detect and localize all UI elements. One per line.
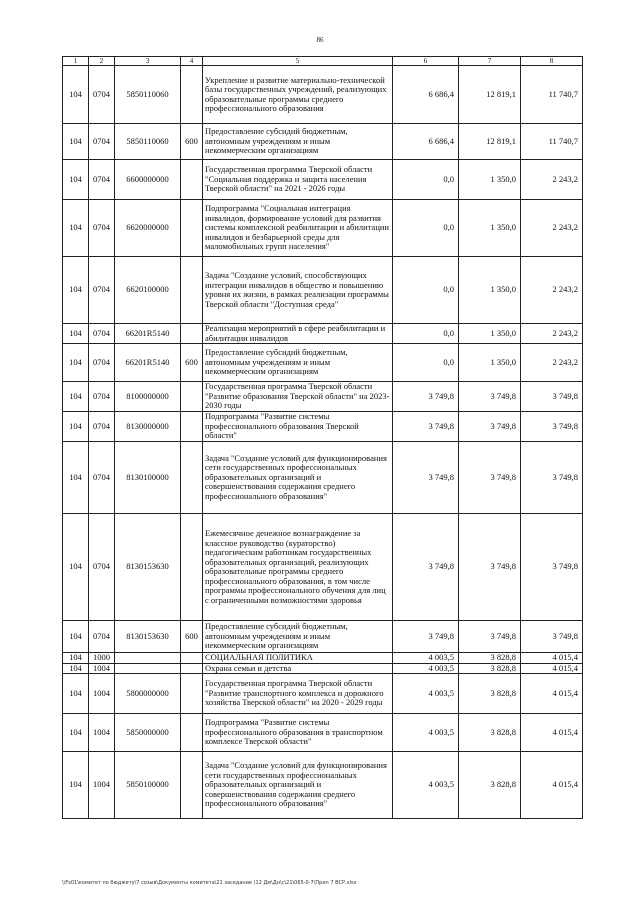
row-value-col8: 2 243,2 [521,344,583,382]
row-value-col8: 2 243,2 [521,200,583,257]
row-expense-type [181,412,203,442]
row-expense-type [181,714,203,752]
row-value-col8: 4 015,4 [521,674,583,714]
column-header: 1 [63,57,89,66]
row-expense-type: 600 [181,621,203,653]
column-number-row [63,57,583,66]
row-target-code: 5850100000 [115,752,181,819]
table-row [63,514,583,621]
row-target-code: 66201R5140 [115,344,181,382]
row-value-col7: 12 819,1 [459,124,521,160]
row-description: Охрана семьи и детства [203,663,393,674]
row-value-col6: 4 003,5 [393,653,459,664]
row-value-col7: 3 828,8 [459,714,521,752]
row-code-ministry: 104 [63,653,89,664]
row-value-col6: 6 686,4 [393,66,459,124]
row-section-code: 0704 [89,200,115,257]
row-target-code: 8130100000 [115,442,181,514]
row-code-ministry: 104 [63,66,89,124]
row-code-ministry: 104 [63,382,89,412]
table-row [63,714,583,752]
column-header: 6 [393,57,459,66]
row-target-code: 5850110060 [115,66,181,124]
row-value-col7: 1 350,0 [459,160,521,200]
row-description: Подпрограмма "Развитие системы профессионального образования в транспортном комплексе Тверской области" [203,714,393,752]
row-section-code: 0704 [89,257,115,324]
row-expense-type [181,200,203,257]
row-target-code [115,653,181,664]
column-header: 7 [459,57,521,66]
row-description: Подпрограмма "Развитие системы профессионального образования Тверской области" [203,412,393,442]
row-value-col8: 4 015,4 [521,714,583,752]
row-section-code: 0704 [89,66,115,124]
row-code-ministry: 104 [63,714,89,752]
row-value-col7: 3 749,8 [459,514,521,621]
table-row [63,621,583,653]
row-value-col8: 4 015,4 [521,653,583,664]
row-value-col8: 11 740,7 [521,66,583,124]
table-row [63,442,583,514]
row-code-ministry: 104 [63,160,89,200]
row-value-col8: 3 749,8 [521,514,583,621]
row-description: Предоставление субсидий бюджетным, автономным учреждениям и иным некоммерческим организациям [203,344,393,382]
row-expense-type: 600 [181,124,203,160]
row-code-ministry: 104 [63,324,89,344]
column-header: 5 [203,57,393,66]
row-description: Ежемесячное денежное вознаграждение за классное руководство (кураторство) педагогическим работникам государственных образовательных организаций, реализующих образовательные программы среднего профессионального образования, в том числе программы профессионального обучения для лиц с ограниченными возможностями здоровья [203,514,393,621]
row-expense-type [181,382,203,412]
row-expense-type [181,752,203,819]
row-section-code: 1000 [89,653,115,664]
row-code-ministry: 104 [63,621,89,653]
file-path-footer: \\Fs01\комитет по бюджету\7 созыв\Документы комитета\21 заседание (12 Дм\Дн\с\21\065-0-7\Прил 7 ВСР.xlsx [62,880,357,886]
row-value-col7: 3 749,8 [459,442,521,514]
row-section-code: 0704 [89,382,115,412]
row-section-code: 0704 [89,442,115,514]
table-row [63,382,583,412]
row-expense-type [181,514,203,621]
row-code-ministry: 104 [63,442,89,514]
row-code-ministry: 104 [63,663,89,674]
table-row [63,653,583,664]
row-description: Задача "Создание условий для функционирования сети государственных профессиональных образовательных организаций и совершенствования содержания среднего профессионального образования" [203,752,393,819]
row-value-col6: 3 749,8 [393,514,459,621]
column-header: 4 [181,57,203,66]
row-value-col6: 4 003,5 [393,663,459,674]
row-value-col7: 12 819,1 [459,66,521,124]
row-value-col8: 4 015,4 [521,752,583,819]
row-target-code: 6620000000 [115,200,181,257]
row-target-code: 6600000000 [115,160,181,200]
row-target-code: 5800000000 [115,674,181,714]
row-value-col8: 3 749,8 [521,621,583,653]
table-row [63,324,583,344]
row-description: Задача "Создание условий для функционирования сети государственных профессиональных образовательных организаций и совершенствования содержания среднего профессионального образования" [203,442,393,514]
row-value-col7: 3 749,8 [459,621,521,653]
row-value-col7: 3 828,8 [459,752,521,819]
row-value-col6: 0,0 [393,160,459,200]
row-description: СОЦИАЛЬНАЯ ПОЛИТИКА [203,653,393,664]
row-value-col8: 3 749,8 [521,442,583,514]
row-expense-type [181,324,203,344]
row-description: Государственная программа Тверской области "Развитие транспортного комплекса и дорожного хозяйства Тверской области" на 2020 - 2029 годы [203,674,393,714]
row-value-col8: 2 243,2 [521,160,583,200]
row-value-col7: 1 350,0 [459,200,521,257]
row-value-col7: 3 828,8 [459,663,521,674]
row-description: Предоставление субсидий бюджетным, автономным учреждениям и иным некоммерческим организациям [203,124,393,160]
row-expense-type: 600 [181,344,203,382]
row-section-code: 0704 [89,621,115,653]
row-expense-type [181,674,203,714]
row-description: Задача "Создание условий, способствующих интеграции инвалидов в общество и повышению уровня их жизни, в рамках реализации программы Тверской области "Доступная среда" [203,257,393,324]
row-value-col6: 4 003,5 [393,714,459,752]
row-target-code: 8130153630 [115,621,181,653]
table-row [63,200,583,257]
row-code-ministry: 104 [63,514,89,621]
row-value-col8: 3 749,8 [521,412,583,442]
column-header: 3 [115,57,181,66]
row-value-col8: 3 749,8 [521,382,583,412]
row-description: Предоставление субсидий бюджетным, автономным учреждениям и иным некоммерческим организациям [203,621,393,653]
row-value-col8: 11 740,7 [521,124,583,160]
row-value-col6: 0,0 [393,344,459,382]
row-value-col7: 3 749,8 [459,382,521,412]
table-row [63,674,583,714]
row-value-col6: 3 749,8 [393,442,459,514]
row-section-code: 1004 [89,674,115,714]
budget-table [62,56,583,819]
row-description: Государственная программа Тверской области "Социальная поддержка и защита населения Тверской области" на 2021 - 2026 годы [203,160,393,200]
row-section-code: 0704 [89,124,115,160]
row-value-col8: 2 243,2 [521,257,583,324]
row-section-code: 1004 [89,663,115,674]
row-description: Укрепление и развитие материально-технической базы государственных учреждений, реализующих образовательные программы среднего профессионального образования [203,66,393,124]
row-value-col6: 3 749,8 [393,621,459,653]
row-description: Подпрограмма "Социальная интеграция инвалидов, формирование условий для развития системы комплексной реабилитации и абилитации инвалидов и безбарьерной среды для маломобильных групп населения" [203,200,393,257]
row-code-ministry: 104 [63,257,89,324]
table-row [63,344,583,382]
row-section-code: 1004 [89,714,115,752]
row-target-code [115,663,181,674]
row-target-code: 66201R5140 [115,324,181,344]
row-value-col6: 0,0 [393,200,459,257]
row-value-col8: 4 015,4 [521,663,583,674]
row-value-col7: 1 350,0 [459,257,521,324]
row-value-col7: 3 749,8 [459,412,521,442]
row-code-ministry: 104 [63,344,89,382]
row-description: Реализация мероприятий в сфере реабилитации и абилитации инвалидов [203,324,393,344]
row-expense-type [181,442,203,514]
table-row [63,66,583,124]
row-value-col6: 3 749,8 [393,412,459,442]
row-expense-type [181,66,203,124]
row-code-ministry: 104 [63,412,89,442]
row-code-ministry: 104 [63,752,89,819]
row-value-col8: 2 243,2 [521,324,583,344]
row-section-code: 1004 [89,752,115,819]
row-value-col6: 4 003,5 [393,752,459,819]
row-value-col6: 3 749,8 [393,382,459,412]
row-section-code: 0704 [89,160,115,200]
table-row [63,412,583,442]
column-header: 8 [521,57,583,66]
row-target-code: 5850110060 [115,124,181,160]
row-value-col7: 3 828,8 [459,653,521,664]
table-row [63,663,583,674]
row-target-code: 8100000000 [115,382,181,412]
row-code-ministry: 104 [63,124,89,160]
table-row [63,124,583,160]
row-target-code: 6620100000 [115,257,181,324]
row-value-col6: 4 003,5 [393,674,459,714]
row-code-ministry: 104 [63,200,89,257]
row-value-col6: 6 686,4 [393,124,459,160]
row-section-code: 0704 [89,344,115,382]
row-description: Государственная программа Тверской области "Развитие образования Тверской области" на 2023-2030 годы [203,382,393,412]
table-row [63,752,583,819]
row-target-code: 8130153630 [115,514,181,621]
row-expense-type [181,160,203,200]
table-row [63,160,583,200]
row-value-col7: 3 828,8 [459,674,521,714]
row-target-code: 5850000000 [115,714,181,752]
row-expense-type [181,653,203,664]
row-target-code: 8130000000 [115,412,181,442]
table-row [63,257,583,324]
row-expense-type [181,257,203,324]
row-value-col7: 1 350,0 [459,344,521,382]
page-number: 86 [316,36,324,44]
row-section-code: 0704 [89,412,115,442]
row-section-code: 0704 [89,324,115,344]
row-value-col7: 1 350,0 [459,324,521,344]
row-expense-type [181,663,203,674]
row-value-col6: 0,0 [393,324,459,344]
row-code-ministry: 104 [63,674,89,714]
row-value-col6: 0,0 [393,257,459,324]
column-header: 2 [89,57,115,66]
row-section-code: 0704 [89,514,115,621]
